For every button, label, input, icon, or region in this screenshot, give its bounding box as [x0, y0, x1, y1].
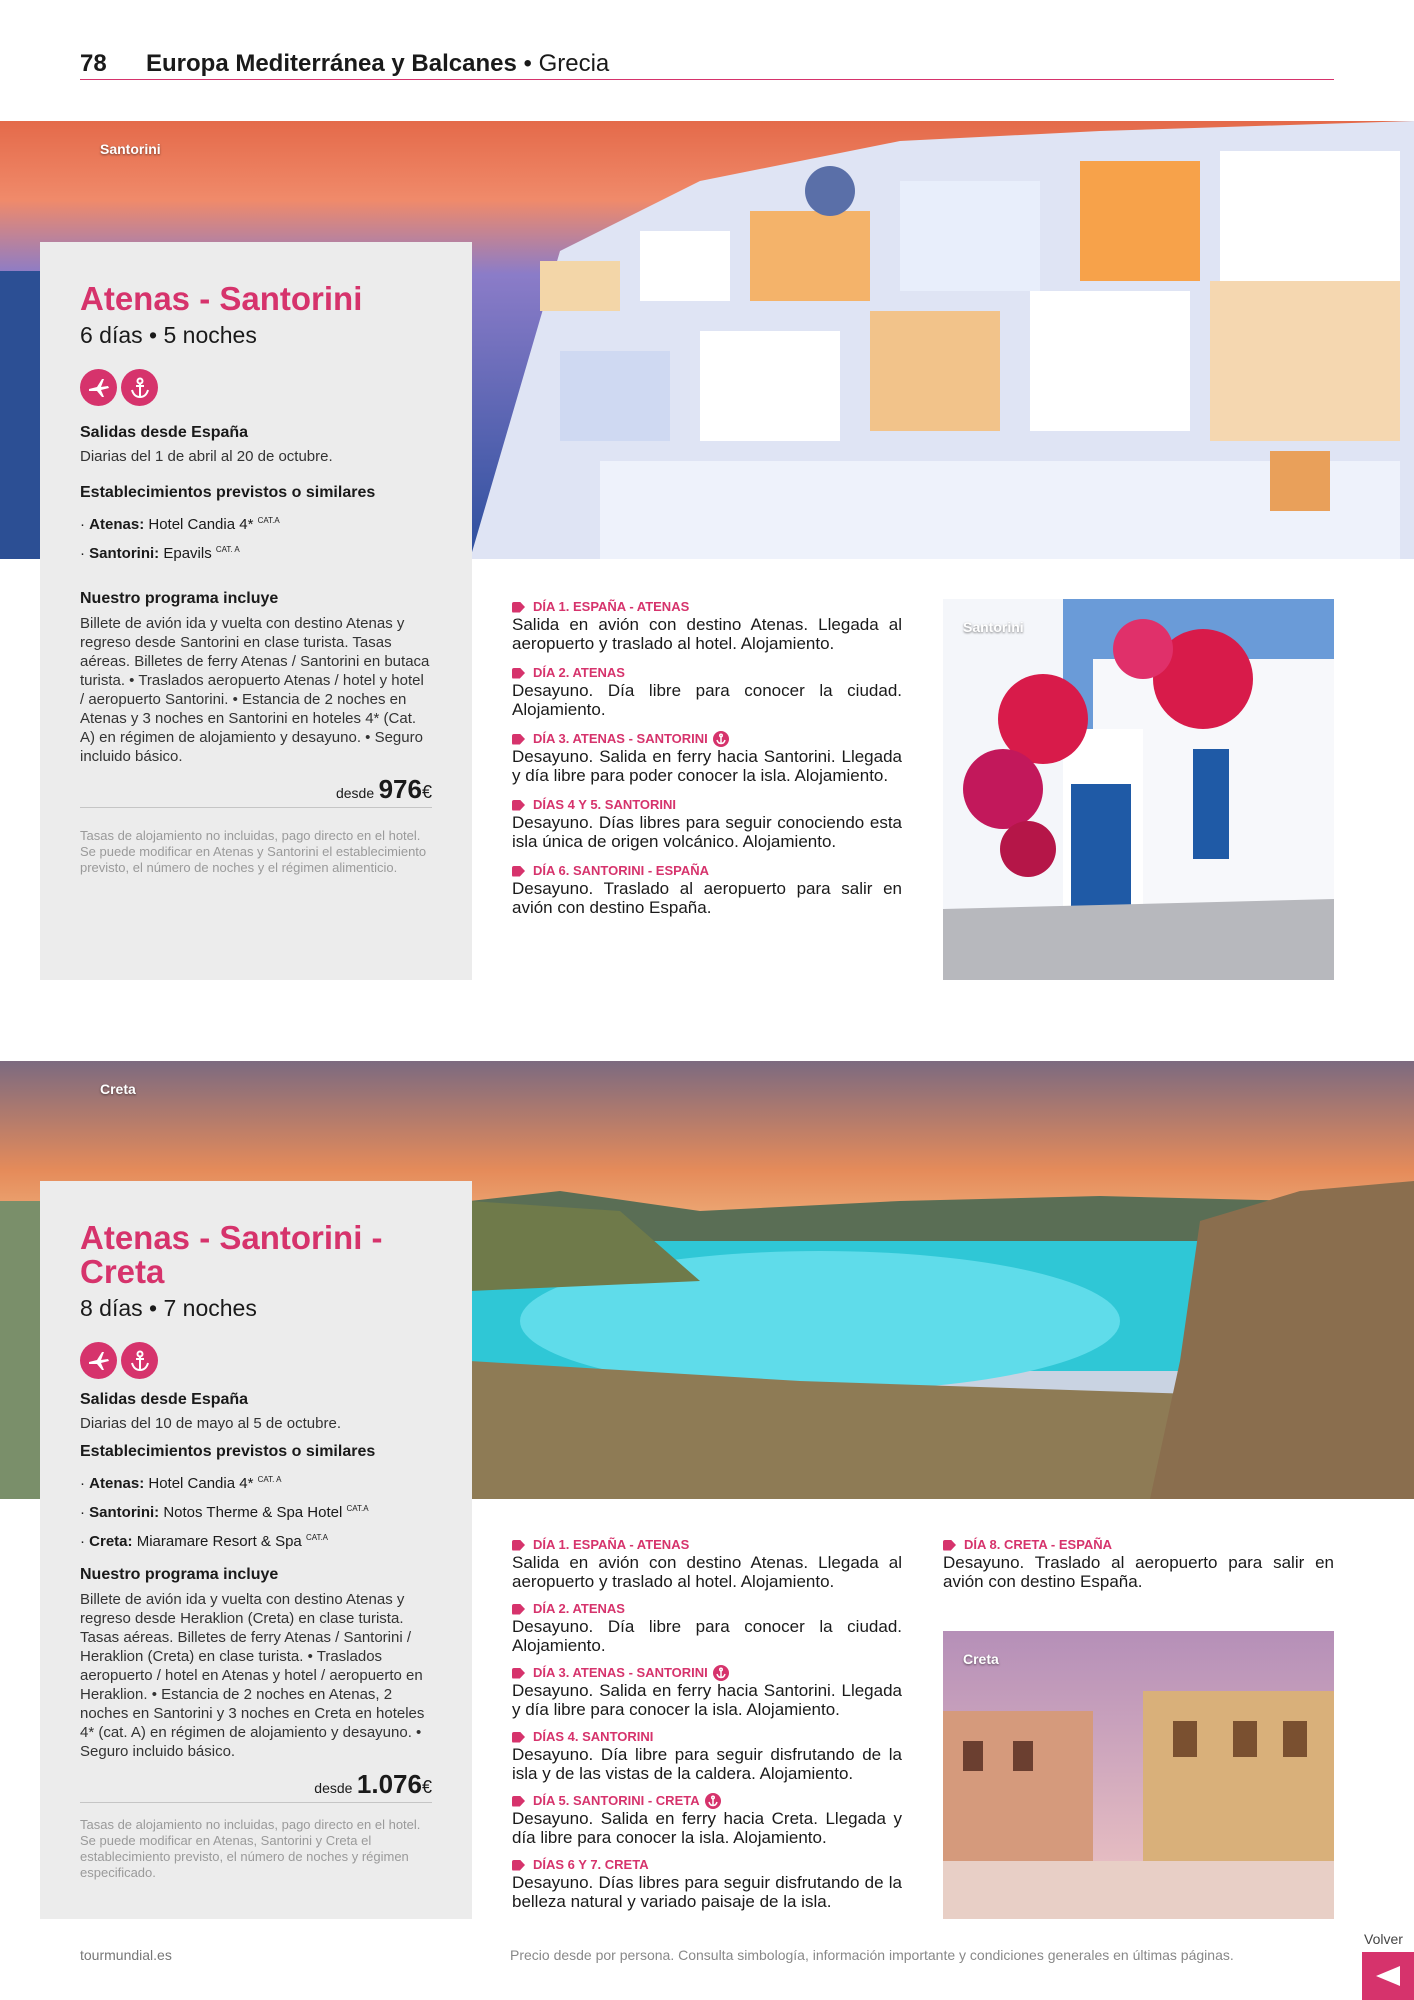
photo-label: Creta: [963, 1651, 999, 1667]
departures-heading: Salidas desde España: [80, 424, 249, 441]
anchor-icon: [713, 731, 729, 747]
section-title: [146, 50, 609, 78]
price-prefix: desde: [314, 1780, 353, 1796]
arrow-icon: [512, 1796, 525, 1807]
itinerary-day: [512, 1665, 902, 1719]
transport-icons: [80, 369, 432, 406]
hotel-city: Atenas:: [89, 516, 145, 533]
triangle-left-icon: [1376, 1966, 1400, 1986]
day-text: Desayuno. Traslado al aeropuerto para salir en avión con destino España.: [512, 879, 902, 917]
hotels-heading: Establecimientos previstos o similares: [80, 484, 376, 501]
photo-label: Santorini: [963, 619, 1024, 635]
price-row: [80, 774, 432, 808]
website-link[interactable]: tourmundial.es: [80, 1947, 172, 1963]
hotel-name: Hotel Candia 4*: [148, 1475, 254, 1492]
arrow-icon: [512, 1668, 525, 1679]
hotel-list: [80, 1467, 432, 1554]
footer-note: Precio desde por persona. Consulta simbología, información importante y condiciones generales en últimas páginas.: [510, 1947, 1234, 1963]
arrow-icon: [512, 668, 525, 679]
arrow-icon: [512, 800, 525, 811]
program-text: Billete de avión ida y vuelta con destino Atenas y regreso desde Heraklion (Creta) en clase turista. Tasas aéreas. Billetes de ferry Atenas / Santorini / Heraklion (Creta) en clase turista. • Traslados aeropuerto / hotel en Atenas y hotel / aeropuerto en Heraklion. • Estancia de 2 noches en Atenas, 2 noches en Santorini y 3 noches en Creta en hoteles 4* (cat. A) en régimen de alojamiento y desayuno. • Seguro incluido básico.: [80, 1591, 425, 1760]
section-name: Europa Mediterránea y Balcanes: [146, 50, 517, 77]
day-text: Desayuno. Días libres para seguir conociendo esta isla única de origen volcánico. Alojamiento.: [512, 813, 902, 851]
hotel-category: CAT.A: [257, 516, 280, 525]
itinerary-day: [512, 665, 902, 719]
transport-icons: [80, 1342, 432, 1379]
itinerary-day: [512, 599, 902, 653]
day-text: Desayuno. Día libre para seguir disfrutando de la isla y de las vistas de la caldera. Alojamiento.: [512, 1745, 902, 1783]
hotel-name: Miaramare Resort & Spa: [136, 1533, 302, 1550]
hotel-item: [80, 1467, 432, 1496]
creta-street-photo: [943, 1631, 1334, 1919]
arrow-icon: [512, 1732, 525, 1743]
program-text: Billete de avión ida y vuelta con destino Atenas y regreso desde Santorini en clase turista. Tasas aéreas. Billetes de ferry Atenas / Santorini en butaca turista. • Traslados aeropuerto Atenas / hotel y hotel / aeropuerto Santorini. • Estancia de 2 noches en Atenas y 3 noches en Santorini en hoteles 4* (Cat. A) en régimen de alojamiento y desayuno. • Seguro incluido básico.: [80, 615, 430, 765]
day-text: Desayuno. Salida en ferry hacia Santorini. Llegada y día libre para conocer la isla. Alojamiento.: [512, 1681, 902, 1719]
plane-icon: [80, 369, 117, 406]
page-header: [80, 46, 1334, 80]
day-title: DÍA 1. ESPAÑA - ATENAS: [533, 1537, 690, 1552]
arrow-icon: [512, 1860, 525, 1871]
day-title: DÍA 2. ATENAS: [533, 1601, 625, 1616]
hotel-item: [80, 1496, 432, 1525]
trip-duration: 8 días • 7 noches: [80, 1295, 257, 1321]
hotel-list: [80, 508, 432, 566]
anchor-icon: [705, 1793, 721, 1809]
day-title: DÍAS 4. SANTORINI: [533, 1729, 654, 1744]
price-amount: 976: [378, 774, 422, 804]
hotel-city: Santorini:: [89, 1504, 160, 1521]
day-title: DÍA 1. ESPAÑA - ATENAS: [533, 599, 690, 614]
day-text: Desayuno. Salida en ferry hacia Creta. Llegada y día libre para conocer la isla. Alojamiento.: [512, 1809, 902, 1847]
program-heading: Nuestro programa incluye: [80, 590, 279, 607]
departures-heading: Salidas desde España: [80, 1391, 249, 1408]
page-number: 78: [80, 50, 107, 77]
day-text: Desayuno. Día libre para conocer la ciudad. Alojamiento.: [512, 681, 902, 719]
hotel-name: Hotel Candia 4*: [148, 516, 254, 533]
santorini-street-photo: [943, 599, 1334, 980]
hotel-name: Notos Therme & Spa Hotel: [163, 1504, 343, 1521]
photo-label: Santorini: [100, 141, 161, 157]
hotel-category: CAT. A: [215, 545, 240, 554]
hotel-city: Creta:: [89, 1533, 133, 1550]
back-label[interactable]: Volver: [1364, 1931, 1403, 1947]
anchor-icon: [121, 1342, 158, 1379]
hotel-city: Atenas:: [89, 1475, 145, 1492]
trip-title: Atenas - Santorini: [80, 280, 363, 317]
hotel-item: [80, 508, 432, 537]
day-text: Desayuno. Traslado al aeropuerto para salir en avión con destino España.: [943, 1553, 1334, 1591]
price-currency: €: [421, 782, 432, 802]
day-title: DÍAS 4 Y 5. SANTORINI: [533, 797, 677, 812]
price-row: [80, 1769, 432, 1803]
day-title: DÍA 5. SANTORINI - CRETA: [533, 1793, 700, 1808]
program-heading: Nuestro programa incluye: [80, 1566, 279, 1583]
itinerary-day: [943, 1537, 1334, 1591]
itinerary-day: [512, 1793, 902, 1847]
back-button[interactable]: [1362, 1952, 1414, 2000]
itinerary-extra: [943, 1537, 1334, 1603]
trip-card: [40, 1181, 472, 1919]
day-title: DÍA 3. ATENAS - SANTORINI: [533, 731, 708, 746]
day-text: Salida en avión con destino Atenas. Llegada al aeropuerto y traslado al hotel. Alojamiento.: [512, 1553, 902, 1591]
day-title: DÍA 8. CRETA - ESPAÑA: [964, 1537, 1113, 1552]
hotel-item: [80, 1525, 432, 1554]
arrow-icon: [512, 866, 525, 877]
country-name: Grecia: [538, 50, 610, 77]
hotel-category: CAT. A: [257, 1475, 282, 1484]
hotel-category: CAT.A: [346, 1504, 369, 1513]
itinerary-day: [512, 1857, 902, 1911]
itinerary-day: [512, 1537, 902, 1591]
arrow-icon: [512, 602, 525, 613]
arrow-icon: [512, 1604, 525, 1615]
day-title: DÍAS 6 Y 7. CRETA: [533, 1857, 649, 1872]
trip-title: Atenas - Santorini - Creta: [80, 1219, 383, 1290]
photo-label: Creta: [100, 1081, 136, 1097]
title-separator: •: [523, 50, 532, 77]
itinerary-day: [512, 1601, 902, 1655]
day-text: Salida en avión con destino Atenas. Llegada al aeropuerto y traslado al hotel. Alojamiento.: [512, 615, 902, 653]
price-currency: €: [421, 1777, 432, 1797]
hotel-category: CAT.A: [305, 1533, 329, 1542]
itinerary-day: [512, 863, 902, 917]
day-title: DÍA 3. ATENAS - SANTORINI: [533, 1665, 708, 1680]
arrow-icon: [512, 734, 525, 745]
price-amount: 1.076: [356, 1769, 422, 1799]
itinerary-day: [512, 731, 902, 785]
anchor-icon: [121, 369, 158, 406]
itinerary-day: [512, 797, 902, 851]
hotel-name: Epavils: [163, 545, 212, 562]
arrow-icon: [512, 1540, 525, 1551]
departures-text: Diarias del 1 de abril al 20 de octubre.: [80, 448, 333, 465]
hotels-heading: Establecimientos previstos o similares: [80, 1443, 376, 1460]
trip-duration: 6 días • 5 noches: [80, 322, 257, 348]
itinerary: [512, 1537, 902, 1911]
itinerary-day: [512, 1729, 902, 1783]
departures-text: Diarias del 10 de mayo al 5 de octubre.: [80, 1415, 341, 1432]
plane-icon: [80, 1342, 117, 1379]
day-text: Desayuno. Salida en ferry hacia Santorini. Llegada y día libre para poder conocer la isla. Alojamiento.: [512, 747, 902, 785]
price-prefix: desde: [335, 785, 375, 801]
day-title: DÍA 2. ATENAS: [533, 665, 625, 680]
day-title: DÍA 6. SANTORINI - ESPAÑA: [533, 863, 710, 878]
itinerary: [512, 599, 902, 929]
arrow-icon: [943, 1540, 956, 1551]
trip-note: Tasas de alojamiento no incluidas, pago directo en el hotel. Se puede modificar en Atenas y Santorini el establecimiento previsto, el número de noches y el régimen alimenticio.: [80, 828, 427, 875]
day-text: Desayuno. Día libre para conocer la ciudad. Alojamiento.: [512, 1617, 902, 1655]
day-text: Desayuno. Días libres para seguir disfrutando de la belleza natural y variado paisaje de la isla.: [512, 1873, 902, 1911]
trip-card: [40, 242, 472, 980]
hotel-city: Santorini:: [89, 545, 160, 562]
trip-note: Tasas de alojamiento no incluidas, pago directo en el hotel. Se puede modificar en Atenas, Santorini y Creta el establecimiento previsto, el número de noches y régimen especificado.: [80, 1817, 421, 1880]
hotel-item: [80, 537, 432, 566]
anchor-icon: [713, 1665, 729, 1681]
